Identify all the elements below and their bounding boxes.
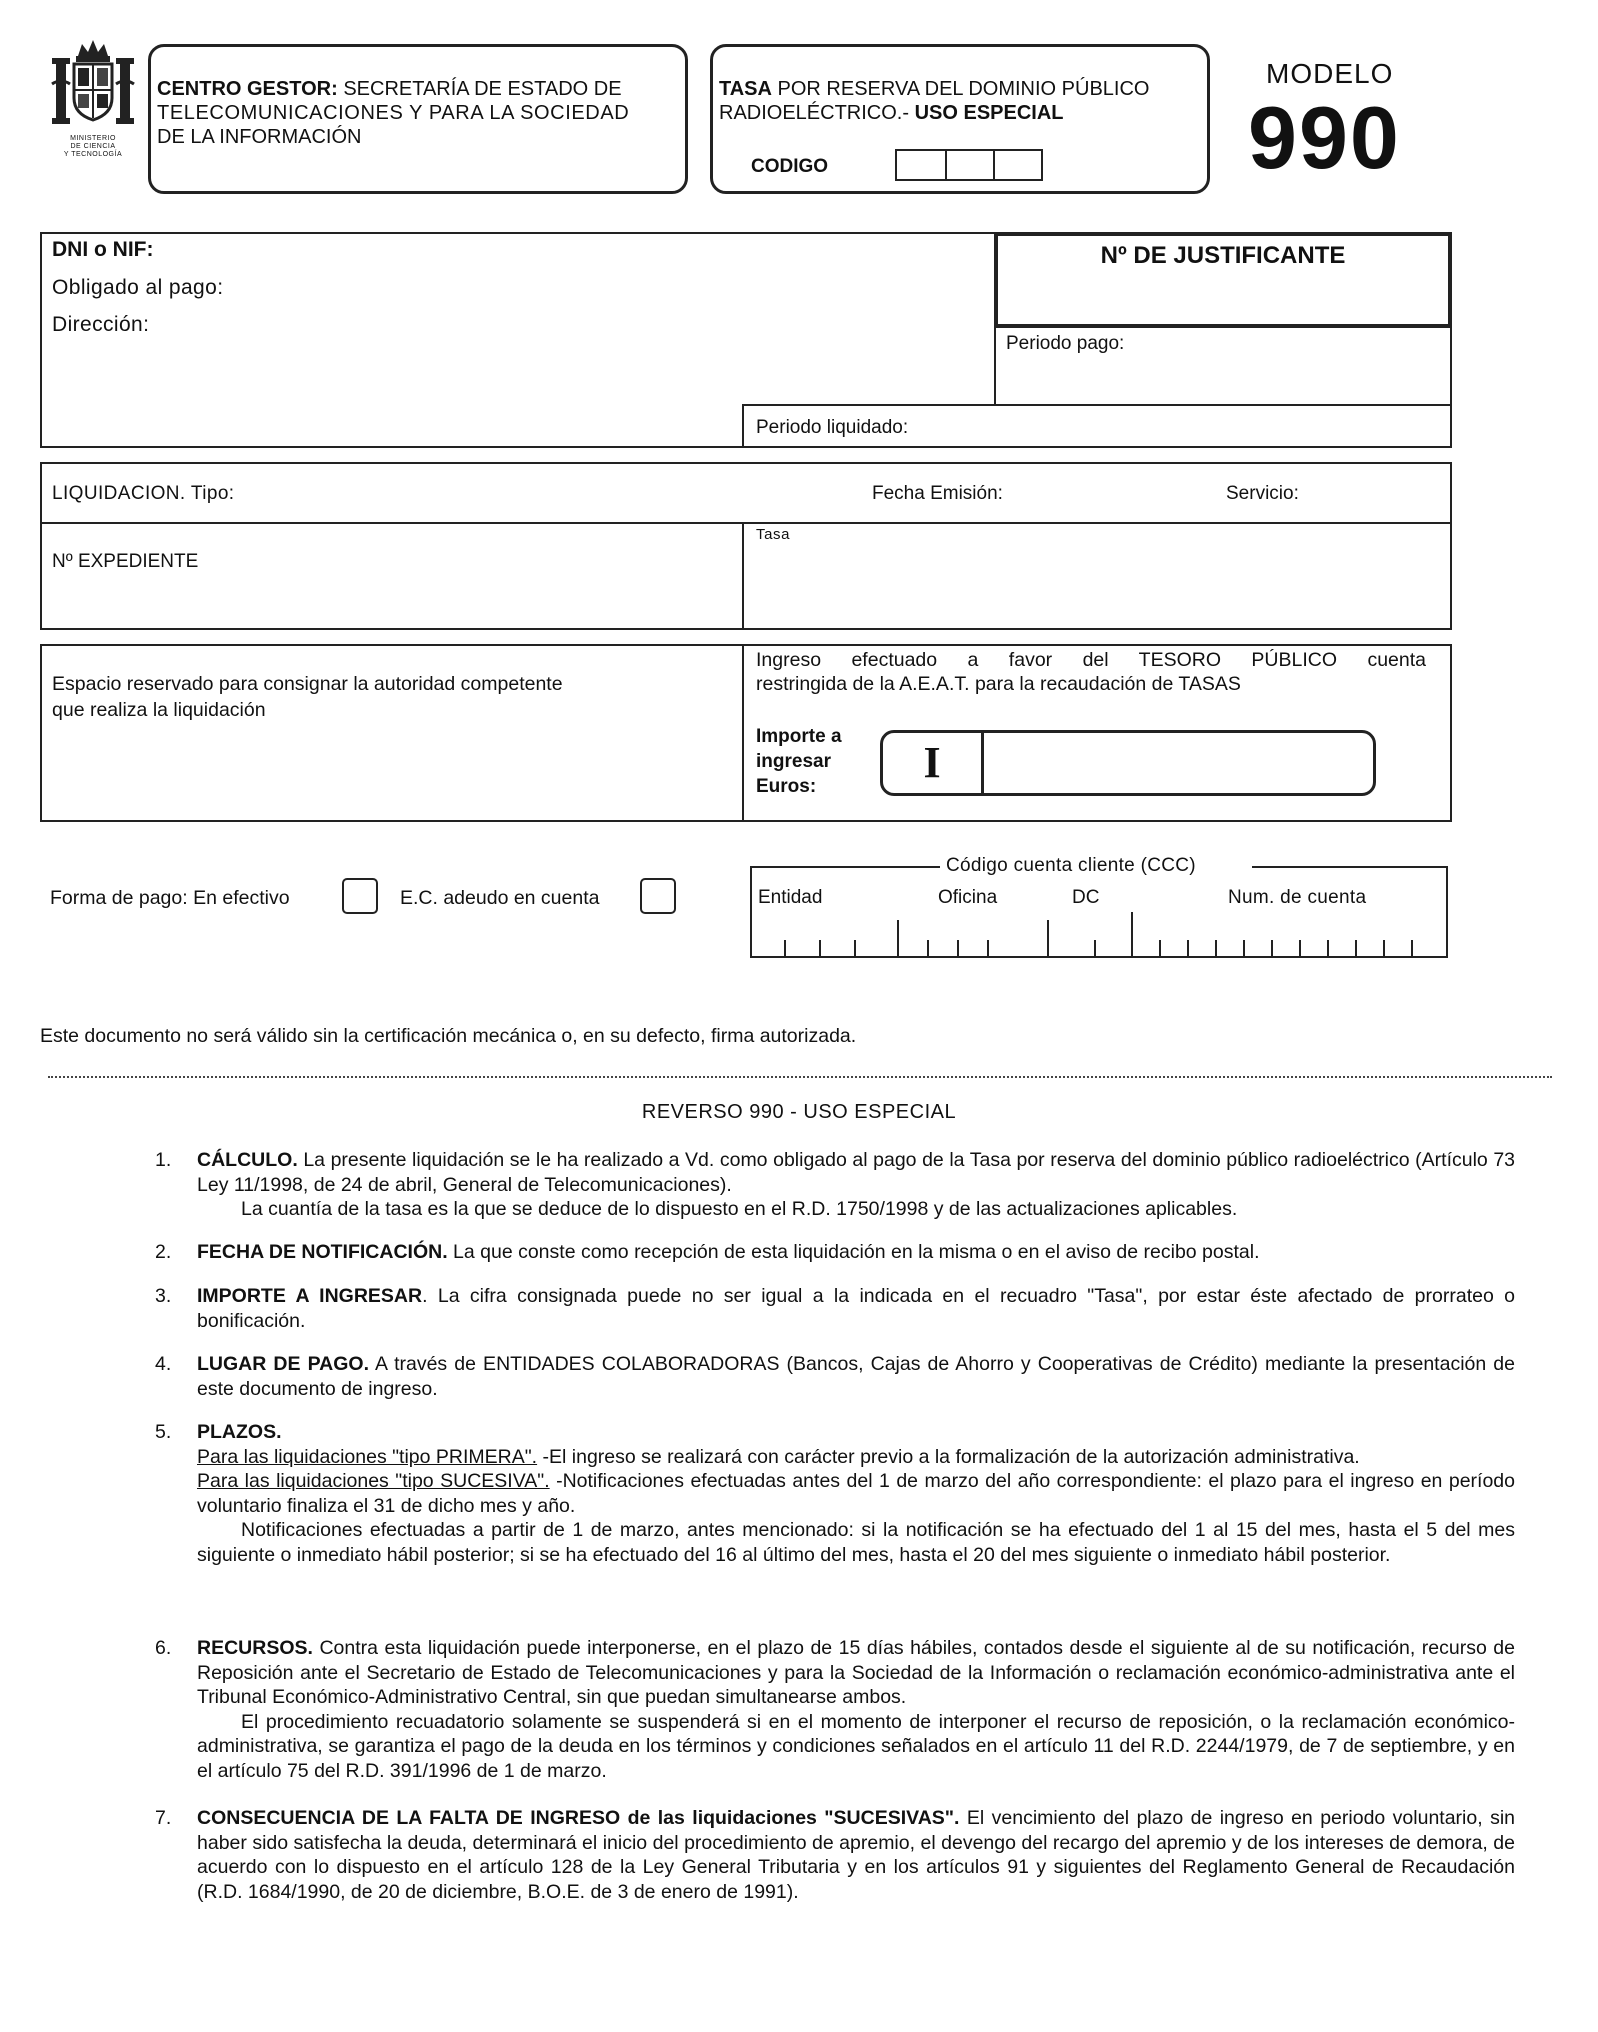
autoridad-line2: que realiza la liquidación xyxy=(52,699,266,721)
item-title: LUGAR DE PAGO. xyxy=(197,1353,370,1375)
reverso-item-3 xyxy=(155,1284,1515,1333)
adeudo-checkbox[interactable] xyxy=(640,878,676,914)
tasa-label: TASA xyxy=(719,78,772,100)
modelo-label: MODELO xyxy=(1266,58,1394,89)
reverso-item-4 xyxy=(155,1352,1515,1401)
coat-of-arms-logo xyxy=(48,38,138,188)
ministry-caption-1: MINISTERIO xyxy=(70,135,116,142)
ingreso-line2: restringida de la A.E.A.T. para la recaudación de TASAS xyxy=(756,673,1241,695)
tasa-field-label: Tasa xyxy=(756,526,791,543)
importe-marker: I xyxy=(883,733,984,793)
item-title: RECURSOS. xyxy=(197,1637,313,1659)
num-cuenta-label: Num. de cuenta xyxy=(1228,887,1367,908)
cut-line xyxy=(48,1076,1552,1078)
item-text: Contra esta liquidación puede interponerse, en el plazo de 15 días hábiles, contados desde el siguiente al de su notificación, recurso de Reposición ante el Secretario de Estado de Telecomunicaciones y para la Sociedad de la Información o reclamación económico-administrativa ante el Tribunal Económico-Administrativo Central, sin que puedan simultanearse ambos. xyxy=(197,1637,1515,1708)
importe-label-3: Euros: xyxy=(756,776,817,797)
adeudo-label: E.C. adeudo en cuenta xyxy=(400,887,600,909)
codigo-cell-divider xyxy=(945,151,993,181)
item-title: CÁLCULO. xyxy=(197,1149,298,1171)
item-number: 4. xyxy=(155,1353,172,1375)
reverso-item-2 xyxy=(155,1240,1515,1265)
liquidacion-tipo-label: LIQUIDACION. Tipo: xyxy=(52,483,235,504)
ccc-title: Código cuenta cliente (CCC) xyxy=(946,855,1196,876)
item-title: CONSECUENCIA DE LA FALTA DE INGRESO de las liquidaciones "SUCESIVAS". xyxy=(197,1807,960,1829)
importe-label-2: ingresar xyxy=(756,751,831,772)
item-paragraph: El procedimiento recuadatorio solamente se suspenderá si en el momento de interponer el recurso de reposición, o la reclamación económico-administrativa, se garantiza el pago de la deuda en los términos y condiciones señalados en el artículo 11 del R.D. 2244/1979, de 7 de septiembre, y en el artículo 75 del R.D. 391/1996 de 1 de marzo. xyxy=(197,1710,1515,1782)
item-paragraph: Notificaciones efectuadas a partir de 1 de marzo, antes mencionado: si la notificación se ha efectuado del 1 al 15 del mes, hasta el 5 del mes siguiente o inmediato hábil posterior; si se ha efectuado del 16 al último del mes, hasta el 20 del mes siguiente o inmediato hábil posterior. xyxy=(197,1519,1515,1566)
item-number: 2. xyxy=(155,1241,172,1263)
importe-label-1: Importe a xyxy=(756,726,842,747)
uso-especial-label: USO ESPECIAL xyxy=(914,102,1064,124)
reverso-item-1 xyxy=(155,1148,1515,1222)
fecha-emision-label: Fecha Emisión: xyxy=(872,483,1003,504)
item-paragraph: La cuantía de la tasa es la que se deduce de lo dispuesto en el R.D. 1750/1998 y de las actualizaciones aplicables. xyxy=(241,1198,1238,1220)
justificante-label: Nº DE JUSTIFICANTE xyxy=(1100,242,1346,269)
item-number: 5. xyxy=(155,1421,172,1443)
efectivo-checkbox[interactable] xyxy=(342,878,378,914)
item-number: 6. xyxy=(155,1637,172,1659)
item-text: La que conste como recepción de esta liquidación en la misma o en el aviso de recibo postal. xyxy=(453,1241,1260,1263)
primera-heading: Para las liquidaciones "tipo PRIMERA". xyxy=(197,1445,538,1468)
autoridad-line1: Espacio reservado para consignar la autoridad competente xyxy=(52,673,563,695)
forma-pago-label: Forma de pago: En efectivo xyxy=(50,887,290,909)
item-text: . La cifra consignada puede no ser igual a la indicada en el recuadro "Tasa", por estar éste afectado de prorrateo o bonificación. xyxy=(197,1285,1515,1332)
centro-gestor-label: CENTRO GESTOR: xyxy=(157,78,338,100)
ministry-caption-3: Y TECNOLOGÍA xyxy=(63,151,123,158)
item-number: 7. xyxy=(155,1807,172,1829)
oficina-label: Oficina xyxy=(938,887,998,908)
expediente-label: Nº EXPEDIENTE xyxy=(52,551,199,572)
item-text: El vencimiento del plazo de ingreso en periodo voluntario, sin haber sido satisfecha la deuda, determinará el inicio del procedimiento de apremio, el devengo del recargo del apremio y de los intereses de demora, de acuerdo con lo dispuesto en el artículo 128 de la Ley General Tributaria y en los artículos 91 y siguientes del Reglamento General de Recaudación (R.D. 1684/1990, de 20 de diciembre, B.O.E. de 3 de enero de 1991). xyxy=(197,1807,1515,1903)
modelo-number: 990 xyxy=(1248,88,1401,187)
codigo-cell-divider xyxy=(993,151,1041,181)
tasa-line2: RADIOELÉCTRICO.- xyxy=(719,102,910,124)
reverso-item-7 xyxy=(155,1806,1515,1904)
ministry-caption-2: DE CIENCIA xyxy=(70,143,116,150)
centro-gestor-box xyxy=(148,44,688,194)
coat-of-arms-icon xyxy=(48,38,138,130)
item-number: 1. xyxy=(155,1149,172,1171)
validity-notice: Este documento no será válido sin la certificación mecánica o, en su defecto, firma autorizada. xyxy=(40,1025,857,1047)
item-title: FECHA DE NOTIFICACIÓN. xyxy=(197,1241,448,1263)
tasa-box xyxy=(710,44,1210,194)
codigo-label: CODIGO xyxy=(751,156,829,177)
centro-gestor-line1: SECRETARÍA DE ESTADO DE xyxy=(343,78,622,100)
reverso-item-5 xyxy=(155,1420,1515,1567)
ingreso-line1: Ingreso efectuado a favor del TESORO PÚBLICO cuenta xyxy=(756,649,1426,671)
importe-input[interactable] xyxy=(880,730,1376,796)
item-text: La presente liquidación se le ha realizado a Vd. como obligado al pago de la Tasa por reserva del dominio público radioeléctrico (Artículo 73 Ley 11/1998, de 24 de abril, General de Telecomunicaciones). xyxy=(197,1149,1516,1196)
item-text: -Notificaciones efectuadas antes del 1 de marzo del año correspondiente: el plazo para el ingreso en período voluntario finaliza el 31 de dicho mes y año. xyxy=(197,1470,1515,1517)
justificante-box xyxy=(994,232,1452,328)
tasa-line1: POR RESERVA DEL DOMINIO PÚBLICO xyxy=(777,78,1150,100)
dc-label: DC xyxy=(1072,887,1100,908)
item-text: -El ingreso se realizará con carácter previo a la formalización de la autorización administrativa. xyxy=(537,1445,1360,1468)
item-title: PLAZOS. xyxy=(197,1421,282,1443)
periodo-pago-label: Periodo pago: xyxy=(1006,333,1125,354)
reverso-item-6 xyxy=(155,1636,1515,1783)
servicio-label: Servicio: xyxy=(1226,483,1299,504)
direccion-label: Dirección: xyxy=(52,313,150,336)
item-number: 3. xyxy=(155,1285,172,1307)
centro-gestor-line3: DE LA INFORMACIÓN xyxy=(157,126,362,148)
item-text: A través de ENTIDADES COLABORADORAS (Bancos, Cajas de Ahorro y Cooperativas de Crédito) mediante la presentación de este documento de ingreso. xyxy=(197,1353,1516,1400)
centro-gestor-line2: TELECOMUNICACIONES Y PARA LA SOCIEDAD xyxy=(157,102,630,124)
periodo-liquidado-label: Periodo liquidado: xyxy=(756,417,909,438)
reverso-title: REVERSO 990 - USO ESPECIAL xyxy=(641,1101,957,1123)
entidad-label: Entidad xyxy=(758,887,823,908)
dni-label: DNI o NIF: xyxy=(52,238,154,261)
obligado-label: Obligado al pago: xyxy=(52,276,224,299)
item-title: IMPORTE A INGRESAR xyxy=(197,1285,423,1307)
ccc-digit-ticks[interactable] xyxy=(750,908,1448,958)
sucesiva-heading: Para las liquidaciones "tipo SUCESIVA". xyxy=(197,1470,550,1492)
codigo-input[interactable] xyxy=(895,149,1043,181)
